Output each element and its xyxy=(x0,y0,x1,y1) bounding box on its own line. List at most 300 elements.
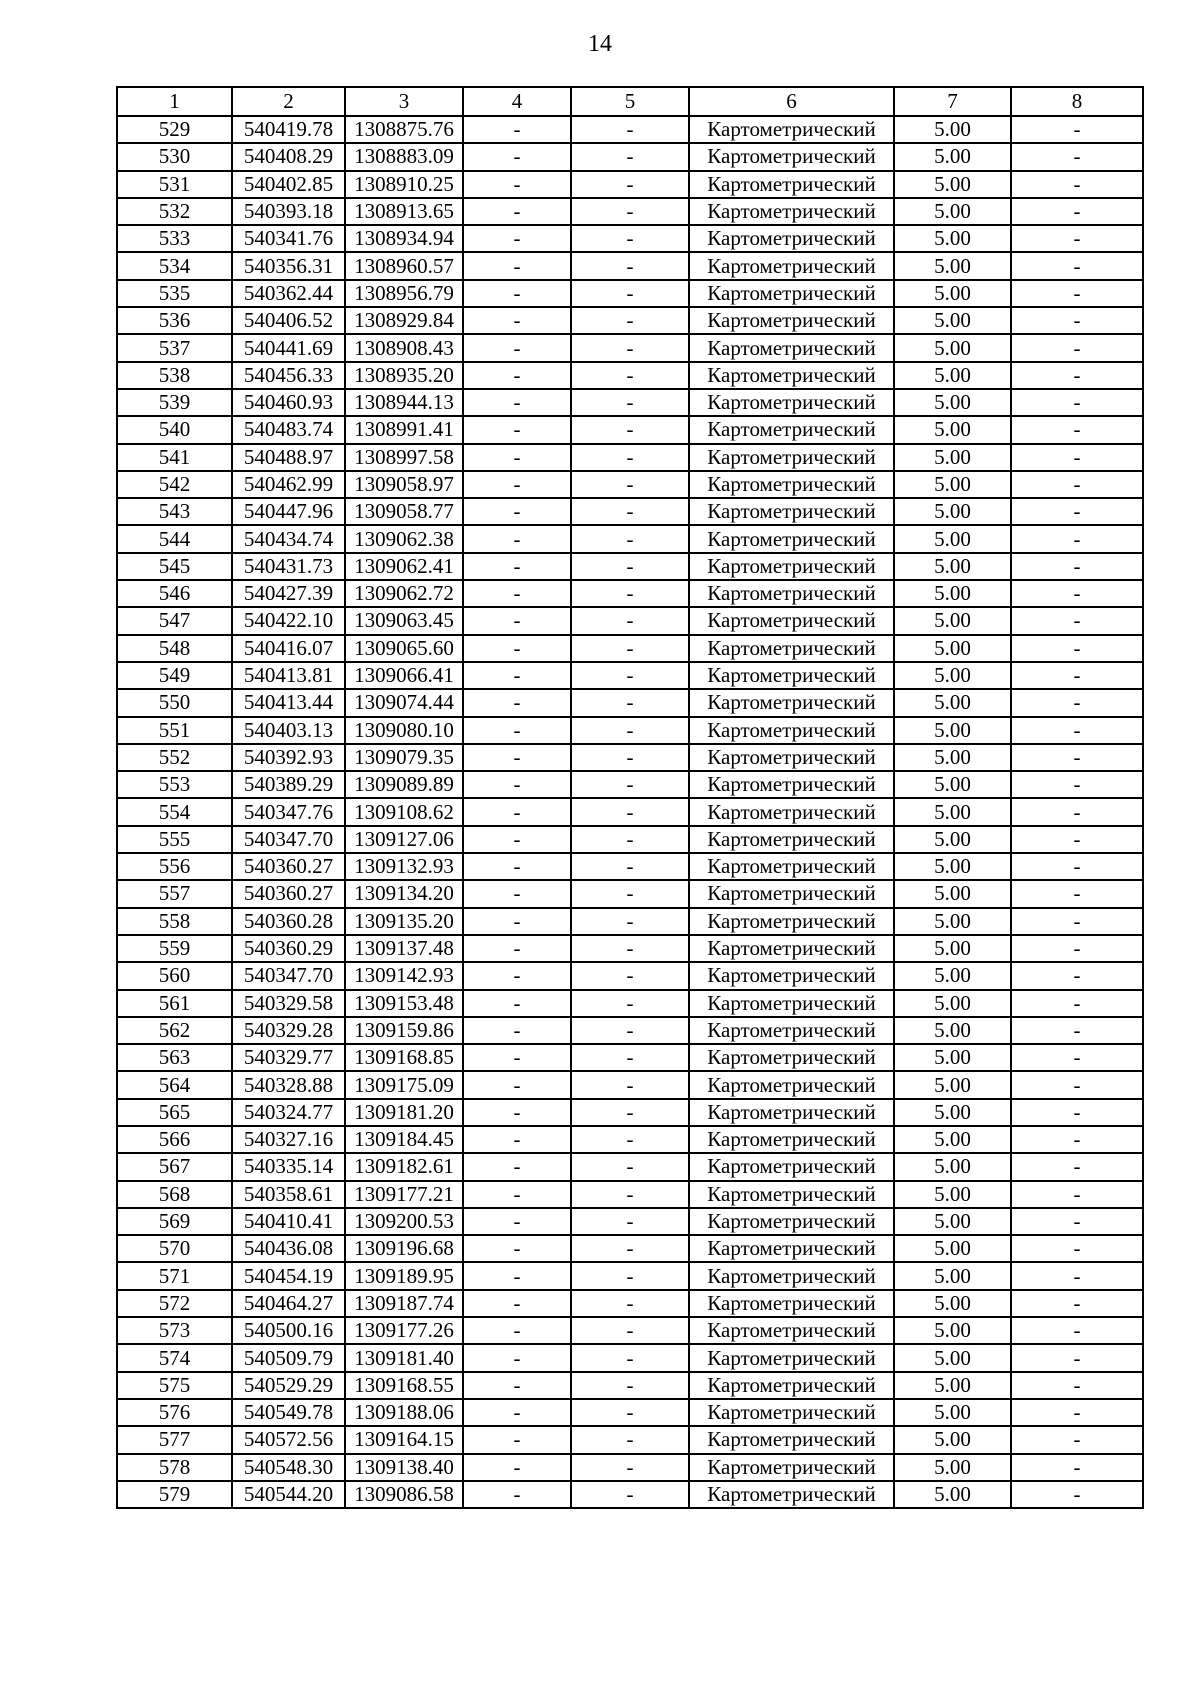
point-number-cell: 539 xyxy=(117,389,232,416)
column-8-cell: - xyxy=(1011,607,1143,634)
point-number-cell: 570 xyxy=(117,1235,232,1262)
column-5-cell: - xyxy=(571,1317,689,1344)
point-number-cell: 540 xyxy=(117,416,232,443)
point-number-cell: 542 xyxy=(117,471,232,498)
point-number-cell: 548 xyxy=(117,635,232,662)
point-number-cell: 537 xyxy=(117,334,232,361)
column-8-cell: - xyxy=(1011,1044,1143,1071)
column-4-cell: - xyxy=(463,362,571,389)
table-row xyxy=(117,1454,1143,1481)
method-cell: Картометрический xyxy=(689,1126,894,1153)
point-number-cell: 545 xyxy=(117,553,232,580)
y-coordinate-cell: 1308944.13 xyxy=(345,389,463,416)
column-5-cell: - xyxy=(571,1372,689,1399)
accuracy-cell: 5.00 xyxy=(894,252,1011,279)
method-cell: Картометрический xyxy=(689,607,894,634)
point-number-cell: 543 xyxy=(117,498,232,525)
point-number-cell: 536 xyxy=(117,307,232,334)
column-header: 2 xyxy=(232,87,345,116)
column-5-cell: - xyxy=(571,307,689,334)
y-coordinate-cell: 1309164.15 xyxy=(345,1426,463,1453)
y-coordinate-cell: 1309175.09 xyxy=(345,1071,463,1098)
x-coordinate-cell: 540441.69 xyxy=(232,334,345,361)
accuracy-cell: 5.00 xyxy=(894,1481,1011,1508)
column-8-cell: - xyxy=(1011,990,1143,1017)
column-4-cell: - xyxy=(463,225,571,252)
table-row xyxy=(117,553,1143,580)
column-8-cell: - xyxy=(1011,1372,1143,1399)
table-row xyxy=(117,908,1143,935)
table-row xyxy=(117,171,1143,198)
column-8-cell: - xyxy=(1011,1071,1143,1098)
column-5-cell: - xyxy=(571,252,689,279)
accuracy-cell: 5.00 xyxy=(894,198,1011,225)
column-4-cell: - xyxy=(463,280,571,307)
column-8-cell: - xyxy=(1011,826,1143,853)
column-4-cell: - xyxy=(463,662,571,689)
accuracy-cell: 5.00 xyxy=(894,689,1011,716)
accuracy-cell: 5.00 xyxy=(894,880,1011,907)
x-coordinate-cell: 540347.70 xyxy=(232,962,345,989)
point-number-cell: 558 xyxy=(117,908,232,935)
y-coordinate-cell: 1309182.61 xyxy=(345,1153,463,1180)
table-row xyxy=(117,498,1143,525)
accuracy-cell: 5.00 xyxy=(894,990,1011,1017)
point-number-cell: 573 xyxy=(117,1317,232,1344)
accuracy-cell: 5.00 xyxy=(894,826,1011,853)
y-coordinate-cell: 1309196.68 xyxy=(345,1235,463,1262)
table-row xyxy=(117,307,1143,334)
point-number-cell: 532 xyxy=(117,198,232,225)
x-coordinate-cell: 540572.56 xyxy=(232,1426,345,1453)
accuracy-cell: 5.00 xyxy=(894,1099,1011,1126)
accuracy-cell: 5.00 xyxy=(894,744,1011,771)
column-4-cell: - xyxy=(463,1481,571,1508)
accuracy-cell: 5.00 xyxy=(894,607,1011,634)
y-coordinate-cell: 1308934.94 xyxy=(345,225,463,252)
point-number-cell: 574 xyxy=(117,1344,232,1371)
point-number-cell: 566 xyxy=(117,1126,232,1153)
y-coordinate-cell: 1309062.72 xyxy=(345,580,463,607)
header-row xyxy=(117,87,1143,116)
x-coordinate-cell: 540422.10 xyxy=(232,607,345,634)
column-4-cell: - xyxy=(463,689,571,716)
x-coordinate-cell: 540329.58 xyxy=(232,990,345,1017)
column-8-cell: - xyxy=(1011,1426,1143,1453)
x-coordinate-cell: 540358.61 xyxy=(232,1181,345,1208)
column-5-cell: - xyxy=(571,853,689,880)
y-coordinate-cell: 1309062.38 xyxy=(345,525,463,552)
method-cell: Картометрический xyxy=(689,498,894,525)
method-cell: Картометрический xyxy=(689,389,894,416)
accuracy-cell: 5.00 xyxy=(894,1208,1011,1235)
x-coordinate-cell: 540402.85 xyxy=(232,171,345,198)
column-5-cell: - xyxy=(571,580,689,607)
method-cell: Картометрический xyxy=(689,1399,894,1426)
column-8-cell: - xyxy=(1011,744,1143,771)
column-8-cell: - xyxy=(1011,798,1143,825)
method-cell: Картометрический xyxy=(689,1017,894,1044)
method-cell: Картометрический xyxy=(689,1317,894,1344)
x-coordinate-cell: 540529.29 xyxy=(232,1372,345,1399)
accuracy-cell: 5.00 xyxy=(894,471,1011,498)
method-cell: Картометрический xyxy=(689,307,894,334)
column-8-cell: - xyxy=(1011,116,1143,143)
column-4-cell: - xyxy=(463,525,571,552)
accuracy-cell: 5.00 xyxy=(894,444,1011,471)
column-4-cell: - xyxy=(463,1235,571,1262)
method-cell: Картометрический xyxy=(689,1044,894,1071)
column-4-cell: - xyxy=(463,1290,571,1317)
accuracy-cell: 5.00 xyxy=(894,771,1011,798)
column-5-cell: - xyxy=(571,1044,689,1071)
x-coordinate-cell: 540335.14 xyxy=(232,1153,345,1180)
column-header: 6 xyxy=(689,87,894,116)
table-row xyxy=(117,1235,1143,1262)
column-8-cell: - xyxy=(1011,307,1143,334)
column-4-cell: - xyxy=(463,389,571,416)
y-coordinate-cell: 1308913.65 xyxy=(345,198,463,225)
column-5-cell: - xyxy=(571,1017,689,1044)
column-8-cell: - xyxy=(1011,1181,1143,1208)
y-coordinate-cell: 1309177.21 xyxy=(345,1181,463,1208)
column-5-cell: - xyxy=(571,1208,689,1235)
y-coordinate-cell: 1309200.53 xyxy=(345,1208,463,1235)
table-row xyxy=(117,880,1143,907)
column-5-cell: - xyxy=(571,1126,689,1153)
accuracy-cell: 5.00 xyxy=(894,1290,1011,1317)
x-coordinate-cell: 540483.74 xyxy=(232,416,345,443)
table-row xyxy=(117,1153,1143,1180)
column-4-cell: - xyxy=(463,853,571,880)
x-coordinate-cell: 540416.07 xyxy=(232,635,345,662)
column-8-cell: - xyxy=(1011,416,1143,443)
method-cell: Картометрический xyxy=(689,880,894,907)
point-number-cell: 576 xyxy=(117,1399,232,1426)
accuracy-cell: 5.00 xyxy=(894,662,1011,689)
x-coordinate-cell: 540328.88 xyxy=(232,1071,345,1098)
column-4-cell: - xyxy=(463,744,571,771)
y-coordinate-cell: 1309142.93 xyxy=(345,962,463,989)
method-cell: Картометрический xyxy=(689,798,894,825)
accuracy-cell: 5.00 xyxy=(894,116,1011,143)
table-row xyxy=(117,662,1143,689)
method-cell: Картометрический xyxy=(689,1372,894,1399)
method-cell: Картометрический xyxy=(689,1235,894,1262)
x-coordinate-cell: 540548.30 xyxy=(232,1454,345,1481)
column-5-cell: - xyxy=(571,908,689,935)
accuracy-cell: 5.00 xyxy=(894,1017,1011,1044)
y-coordinate-cell: 1309062.41 xyxy=(345,553,463,580)
y-coordinate-cell: 1308935.20 xyxy=(345,362,463,389)
table-row xyxy=(117,1044,1143,1071)
x-coordinate-cell: 540431.73 xyxy=(232,553,345,580)
method-cell: Картометрический xyxy=(689,553,894,580)
column-5-cell: - xyxy=(571,635,689,662)
table-row xyxy=(117,607,1143,634)
y-coordinate-cell: 1309153.48 xyxy=(345,990,463,1017)
column-4-cell: - xyxy=(463,1099,571,1126)
column-5-cell: - xyxy=(571,1426,689,1453)
column-4-cell: - xyxy=(463,1372,571,1399)
method-cell: Картометрический xyxy=(689,416,894,443)
column-header: 4 xyxy=(463,87,571,116)
column-4-cell: - xyxy=(463,798,571,825)
table-row xyxy=(117,1317,1143,1344)
x-coordinate-cell: 540410.41 xyxy=(232,1208,345,1235)
column-4-cell: - xyxy=(463,1399,571,1426)
table-row xyxy=(117,525,1143,552)
x-coordinate-cell: 540413.81 xyxy=(232,662,345,689)
table-row xyxy=(117,1262,1143,1289)
column-5-cell: - xyxy=(571,880,689,907)
x-coordinate-cell: 540509.79 xyxy=(232,1344,345,1371)
accuracy-cell: 5.00 xyxy=(894,717,1011,744)
x-coordinate-cell: 540392.93 xyxy=(232,744,345,771)
y-coordinate-cell: 1309058.77 xyxy=(345,498,463,525)
x-coordinate-cell: 540329.28 xyxy=(232,1017,345,1044)
column-header: 5 xyxy=(571,87,689,116)
point-number-cell: 531 xyxy=(117,171,232,198)
x-coordinate-cell: 540360.28 xyxy=(232,908,345,935)
x-coordinate-cell: 540464.27 xyxy=(232,1290,345,1317)
column-4-cell: - xyxy=(463,307,571,334)
point-number-cell: 538 xyxy=(117,362,232,389)
column-5-cell: - xyxy=(571,689,689,716)
table-header xyxy=(117,87,1143,116)
accuracy-cell: 5.00 xyxy=(894,1181,1011,1208)
x-coordinate-cell: 540462.99 xyxy=(232,471,345,498)
method-cell: Картометрический xyxy=(689,580,894,607)
column-5-cell: - xyxy=(571,498,689,525)
column-4-cell: - xyxy=(463,1181,571,1208)
accuracy-cell: 5.00 xyxy=(894,1372,1011,1399)
accuracy-cell: 5.00 xyxy=(894,635,1011,662)
column-8-cell: - xyxy=(1011,1208,1143,1235)
method-cell: Картометрический xyxy=(689,1290,894,1317)
table-row xyxy=(117,826,1143,853)
accuracy-cell: 5.00 xyxy=(894,143,1011,170)
method-cell: Картометрический xyxy=(689,908,894,935)
column-4-cell: - xyxy=(463,826,571,853)
column-4-cell: - xyxy=(463,607,571,634)
column-8-cell: - xyxy=(1011,935,1143,962)
column-8-cell: - xyxy=(1011,1317,1143,1344)
point-number-cell: 565 xyxy=(117,1099,232,1126)
accuracy-cell: 5.00 xyxy=(894,935,1011,962)
y-coordinate-cell: 1309127.06 xyxy=(345,826,463,853)
column-4-cell: - xyxy=(463,1044,571,1071)
column-5-cell: - xyxy=(571,116,689,143)
accuracy-cell: 5.00 xyxy=(894,280,1011,307)
point-number-cell: 560 xyxy=(117,962,232,989)
accuracy-cell: 5.00 xyxy=(894,525,1011,552)
table-row xyxy=(117,1126,1143,1153)
column-5-cell: - xyxy=(571,1290,689,1317)
point-number-cell: 557 xyxy=(117,880,232,907)
method-cell: Картометрический xyxy=(689,962,894,989)
table-row xyxy=(117,444,1143,471)
column-4-cell: - xyxy=(463,1071,571,1098)
y-coordinate-cell: 1308875.76 xyxy=(345,116,463,143)
point-number-cell: 546 xyxy=(117,580,232,607)
column-4-cell: - xyxy=(463,962,571,989)
x-coordinate-cell: 540327.16 xyxy=(232,1126,345,1153)
column-5-cell: - xyxy=(571,1399,689,1426)
method-cell: Картометрический xyxy=(689,662,894,689)
column-5-cell: - xyxy=(571,1071,689,1098)
accuracy-cell: 5.00 xyxy=(894,171,1011,198)
method-cell: Картометрический xyxy=(689,1181,894,1208)
column-8-cell: - xyxy=(1011,362,1143,389)
accuracy-cell: 5.00 xyxy=(894,1454,1011,1481)
table-row xyxy=(117,1017,1143,1044)
x-coordinate-cell: 540460.93 xyxy=(232,389,345,416)
table-row xyxy=(117,853,1143,880)
method-cell: Картометрический xyxy=(689,225,894,252)
method-cell: Картометрический xyxy=(689,717,894,744)
point-number-cell: 575 xyxy=(117,1372,232,1399)
point-number-cell: 533 xyxy=(117,225,232,252)
column-header: 1 xyxy=(117,87,232,116)
point-number-cell: 569 xyxy=(117,1208,232,1235)
method-cell: Картометрический xyxy=(689,853,894,880)
column-4-cell: - xyxy=(463,171,571,198)
x-coordinate-cell: 540447.96 xyxy=(232,498,345,525)
table-row xyxy=(117,689,1143,716)
y-coordinate-cell: 1309137.48 xyxy=(345,935,463,962)
page-number: 14 xyxy=(588,31,612,57)
column-5-cell: - xyxy=(571,1454,689,1481)
column-5-cell: - xyxy=(571,1235,689,1262)
column-8-cell: - xyxy=(1011,198,1143,225)
column-5-cell: - xyxy=(571,416,689,443)
point-number-cell: 571 xyxy=(117,1262,232,1289)
method-cell: Картометрический xyxy=(689,171,894,198)
column-5-cell: - xyxy=(571,280,689,307)
x-coordinate-cell: 540413.44 xyxy=(232,689,345,716)
x-coordinate-cell: 540360.27 xyxy=(232,880,345,907)
column-8-cell: - xyxy=(1011,389,1143,416)
column-4-cell: - xyxy=(463,1153,571,1180)
column-4-cell: - xyxy=(463,498,571,525)
x-coordinate-cell: 540408.29 xyxy=(232,143,345,170)
column-8-cell: - xyxy=(1011,689,1143,716)
column-4-cell: - xyxy=(463,444,571,471)
table-row xyxy=(117,990,1143,1017)
table-row xyxy=(117,1426,1143,1453)
y-coordinate-cell: 1309080.10 xyxy=(345,717,463,744)
method-cell: Картометрический xyxy=(689,525,894,552)
point-number-cell: 553 xyxy=(117,771,232,798)
table-row xyxy=(117,1181,1143,1208)
method-cell: Картометрический xyxy=(689,744,894,771)
column-5-cell: - xyxy=(571,771,689,798)
table-row xyxy=(117,580,1143,607)
method-cell: Картометрический xyxy=(689,826,894,853)
x-coordinate-cell: 540347.76 xyxy=(232,798,345,825)
y-coordinate-cell: 1309063.45 xyxy=(345,607,463,634)
accuracy-cell: 5.00 xyxy=(894,334,1011,361)
y-coordinate-cell: 1309079.35 xyxy=(345,744,463,771)
accuracy-cell: 5.00 xyxy=(894,225,1011,252)
method-cell: Картометрический xyxy=(689,771,894,798)
column-4-cell: - xyxy=(463,471,571,498)
accuracy-cell: 5.00 xyxy=(894,580,1011,607)
method-cell: Картометрический xyxy=(689,198,894,225)
column-8-cell: - xyxy=(1011,1126,1143,1153)
column-8-cell: - xyxy=(1011,143,1143,170)
table-row xyxy=(117,935,1143,962)
column-8-cell: - xyxy=(1011,280,1143,307)
method-cell: Картометрический xyxy=(689,1481,894,1508)
point-number-cell: 547 xyxy=(117,607,232,634)
column-4-cell: - xyxy=(463,1426,571,1453)
table-row xyxy=(117,744,1143,771)
accuracy-cell: 5.00 xyxy=(894,1262,1011,1289)
x-coordinate-cell: 540324.77 xyxy=(232,1099,345,1126)
column-8-cell: - xyxy=(1011,962,1143,989)
accuracy-cell: 5.00 xyxy=(894,1071,1011,1098)
point-number-cell: 563 xyxy=(117,1044,232,1071)
accuracy-cell: 5.00 xyxy=(894,498,1011,525)
accuracy-cell: 5.00 xyxy=(894,1126,1011,1153)
y-coordinate-cell: 1309086.58 xyxy=(345,1481,463,1508)
column-8-cell: - xyxy=(1011,580,1143,607)
column-5-cell: - xyxy=(571,444,689,471)
column-4-cell: - xyxy=(463,334,571,361)
column-5-cell: - xyxy=(571,171,689,198)
column-5-cell: - xyxy=(571,389,689,416)
accuracy-cell: 5.00 xyxy=(894,1235,1011,1262)
table-row xyxy=(117,635,1143,662)
column-4-cell: - xyxy=(463,1262,571,1289)
point-number-cell: 551 xyxy=(117,717,232,744)
column-8-cell: - xyxy=(1011,1454,1143,1481)
y-coordinate-cell: 1309177.26 xyxy=(345,1317,463,1344)
column-5-cell: - xyxy=(571,1099,689,1126)
column-8-cell: - xyxy=(1011,1399,1143,1426)
x-coordinate-cell: 540406.52 xyxy=(232,307,345,334)
method-cell: Картометрический xyxy=(689,143,894,170)
column-header: 3 xyxy=(345,87,463,116)
x-coordinate-cell: 540454.19 xyxy=(232,1262,345,1289)
accuracy-cell: 5.00 xyxy=(894,908,1011,935)
y-coordinate-cell: 1309188.06 xyxy=(345,1399,463,1426)
y-coordinate-cell: 1309065.60 xyxy=(345,635,463,662)
table-row xyxy=(117,334,1143,361)
column-5-cell: - xyxy=(571,1481,689,1508)
accuracy-cell: 5.00 xyxy=(894,362,1011,389)
table-row xyxy=(117,116,1143,143)
method-cell: Картометрический xyxy=(689,1153,894,1180)
y-coordinate-cell: 1308960.57 xyxy=(345,252,463,279)
column-8-cell: - xyxy=(1011,1481,1143,1508)
method-cell: Картометрический xyxy=(689,334,894,361)
column-5-cell: - xyxy=(571,1181,689,1208)
column-8-cell: - xyxy=(1011,662,1143,689)
y-coordinate-cell: 1309168.55 xyxy=(345,1372,463,1399)
table-row xyxy=(117,1208,1143,1235)
x-coordinate-cell: 540427.39 xyxy=(232,580,345,607)
column-header: 7 xyxy=(894,87,1011,116)
column-5-cell: - xyxy=(571,1153,689,1180)
column-4-cell: - xyxy=(463,635,571,662)
column-5-cell: - xyxy=(571,225,689,252)
column-4-cell: - xyxy=(463,908,571,935)
column-5-cell: - xyxy=(571,798,689,825)
x-coordinate-cell: 540389.29 xyxy=(232,771,345,798)
